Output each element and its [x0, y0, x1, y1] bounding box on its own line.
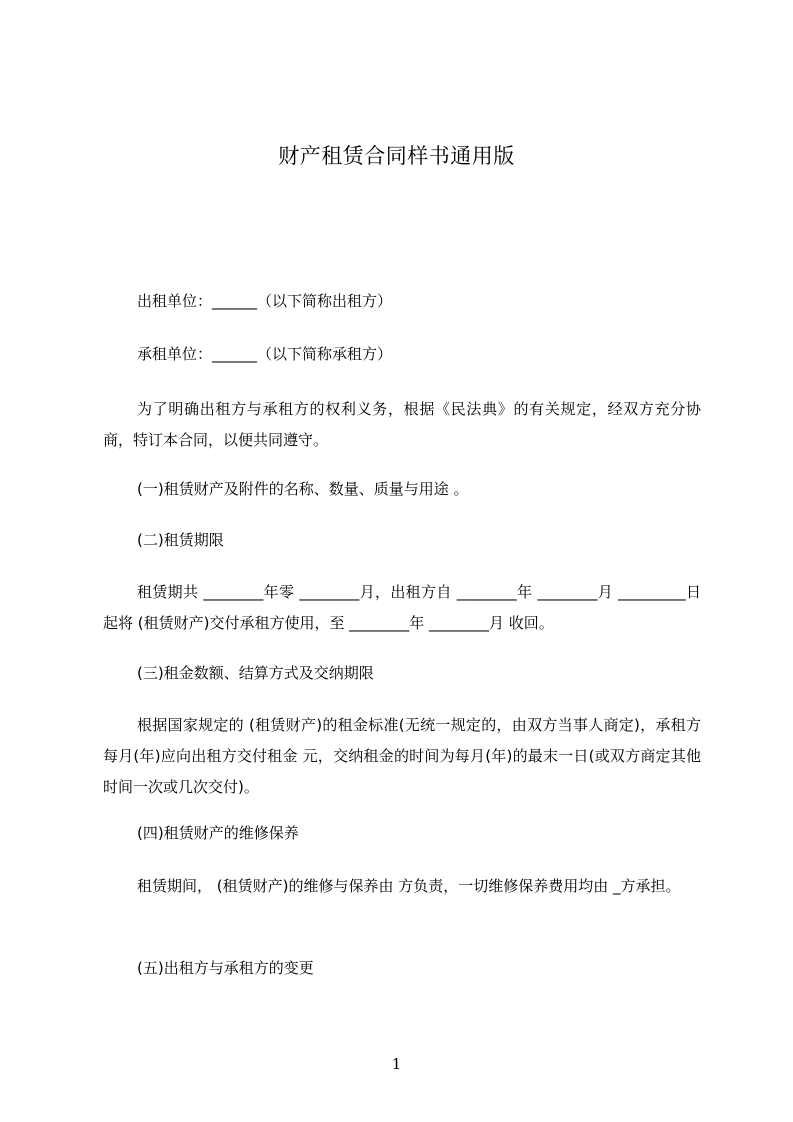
page-number: 1	[391, 1055, 402, 1073]
lease-term-paragraph: 租赁期共 ________年零 ________月，出租方自 ________年 ________月 _________日起将 (租赁财产)交付承租方使用，至 ________年 ________月 收回。	[103, 583, 701, 632]
section-3-heading: (三)租金数额、结算方式及交纳期限	[137, 664, 374, 682]
lessor-unit-line: 出租单位：______（以下简称出租方）	[137, 292, 393, 310]
section-1-heading: (一)租赁财产及附件的名称、数量、质量与用途 。	[137, 480, 469, 498]
rent-paragraph: 根据国家规定的 (租赁财产)的租金标准(无统一规定的，由双方当事人商定)，承租方每月(年)应向出租方交付租金 元，交纳租金的时间为每月(年)的最末一日(或双方商定其他时间一次或几次交付)。	[103, 716, 701, 796]
preamble-paragraph: 为了明确出租方与承租方的权利义务，根据《民法典》的有关规定，经双方充分协商，特订本合同，以便共同遵守。	[103, 400, 701, 449]
section-4-heading: (四)租赁财产的维修保养	[137, 824, 299, 842]
lessee-unit-line: 承租单位：______（以下简称承租方）	[137, 345, 393, 363]
section-5-heading: (五)出租方与承租方的变更	[137, 959, 314, 977]
document-title: 财产租赁合同样书通用版	[278, 144, 515, 168]
maintenance-paragraph: 租赁期间， (租赁财产)的维修与保养由 方负责，一切维修保养费用均由 _方承担。	[137, 877, 681, 895]
section-2-heading: (二)租赁期限	[137, 531, 224, 549]
